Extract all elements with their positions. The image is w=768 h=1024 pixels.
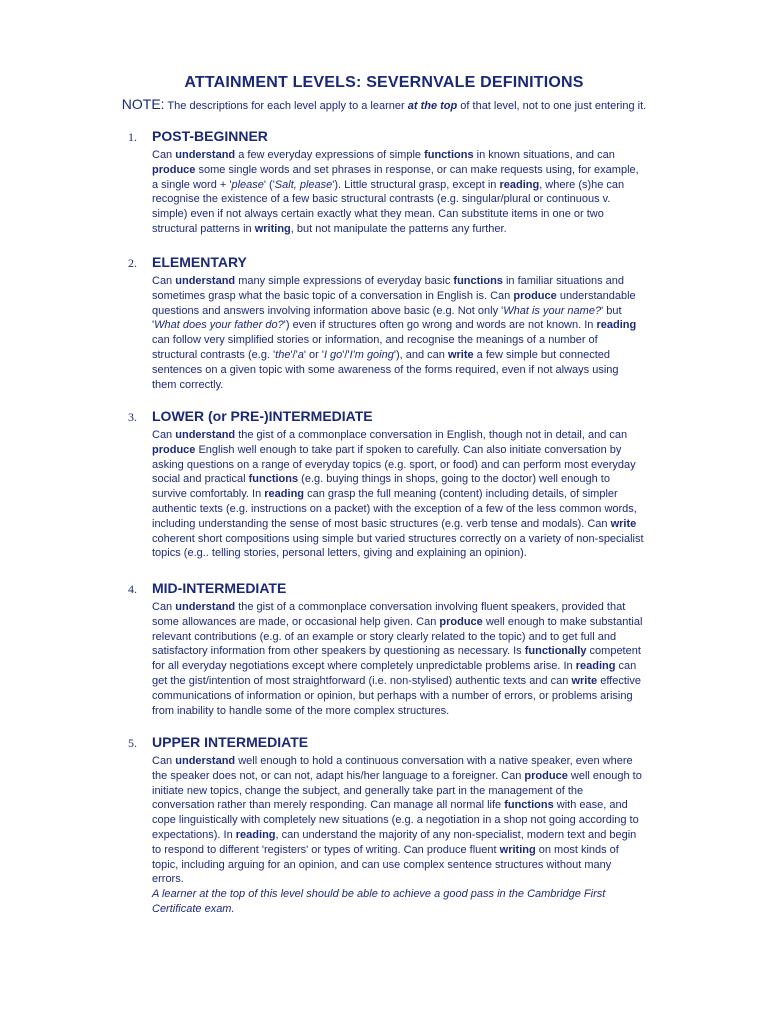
body-text: a few simple but connected bbox=[473, 349, 610, 361]
body-text: coherent short compositions using simple but varied structures correctly on a variety of non-specialist bbox=[152, 532, 644, 545]
description-line bbox=[152, 148, 615, 162]
description-line bbox=[152, 784, 583, 798]
description-line bbox=[152, 872, 184, 886]
body-text: asking questions on a range of everyday topics (e.g. sport, or food) and can perform most everyday bbox=[152, 458, 636, 471]
description-line bbox=[152, 517, 636, 531]
document-title: ATTAINMENT LEVELS: SEVERNVALE DEFINITIONS bbox=[184, 74, 584, 91]
description-line bbox=[152, 689, 633, 703]
description-line bbox=[152, 828, 636, 842]
keyword-text: understand bbox=[175, 429, 236, 441]
body-text: sentences on a given topic with some awareness of the forms required, even if not always using bbox=[152, 363, 619, 376]
description-line bbox=[152, 222, 507, 236]
description-line bbox=[152, 813, 639, 827]
keyword-text: produce bbox=[152, 443, 196, 456]
body-text: relevant contributions (e.g. of an example or story clearly related to the topic) and to get full and bbox=[152, 630, 617, 643]
keyword-text: reading bbox=[499, 178, 540, 191]
description-line bbox=[152, 674, 641, 688]
note-text-after: of that level, not to one just entering it. bbox=[457, 100, 647, 112]
description-line bbox=[152, 754, 633, 768]
level-heading: POST-BEGINNER bbox=[152, 128, 268, 144]
body-text: topic, including arguing for an opinion, and can use complex sentence structures without many bbox=[152, 858, 612, 871]
description-line bbox=[152, 769, 642, 783]
description-line bbox=[152, 487, 618, 501]
level-number: 5. bbox=[128, 736, 137, 750]
description-line bbox=[152, 644, 641, 658]
italic-text: I go bbox=[323, 349, 343, 361]
body-text: ' or ' bbox=[303, 349, 324, 361]
keyword-text: reading bbox=[235, 829, 276, 841]
body-text: a single word + ' bbox=[152, 178, 232, 191]
description-line bbox=[152, 472, 610, 486]
keyword-text: functions bbox=[424, 149, 474, 161]
body-text: '). Little structural grasp, except in bbox=[332, 178, 500, 191]
description-line bbox=[152, 502, 637, 516]
keyword-text: reading bbox=[264, 488, 305, 501]
italic-text: the bbox=[275, 349, 291, 361]
keyword-text: write bbox=[447, 349, 474, 361]
body-text: get the gist/intention of most straightforward (i.e. non-stylised) authentic texts and can bbox=[152, 675, 572, 687]
body-text: well enough to make substantial bbox=[482, 615, 643, 628]
level-heading: ELEMENTARY bbox=[152, 254, 247, 270]
body-text: Can bbox=[152, 429, 176, 441]
keyword-text: produce bbox=[152, 163, 196, 176]
description-line bbox=[152, 333, 598, 347]
body-text: in familiar situations and bbox=[502, 275, 624, 287]
keyword-text: functions bbox=[504, 799, 554, 812]
body-text: , where (s)he can bbox=[539, 178, 625, 191]
body-text: questions and answers involving information above basic (e.g. Not only ' bbox=[152, 304, 504, 317]
body-text: ' but bbox=[601, 304, 622, 317]
description-line bbox=[152, 363, 619, 377]
description-line bbox=[152, 887, 605, 901]
description-line bbox=[152, 615, 642, 629]
description-line bbox=[152, 192, 610, 206]
body-text: ') even if structures often go wrong and words are not known. In bbox=[283, 319, 597, 332]
keyword-text: understand bbox=[175, 275, 236, 287]
keyword-text: functions bbox=[248, 473, 299, 486]
keyword-text: understand bbox=[175, 149, 236, 161]
description-line bbox=[152, 304, 622, 318]
keyword-text: functions bbox=[453, 275, 503, 287]
description-line bbox=[152, 843, 619, 857]
keyword-text: writing bbox=[499, 843, 536, 856]
keyword-text: understand bbox=[175, 755, 236, 767]
level-heading: UPPER INTERMEDIATE bbox=[152, 734, 309, 750]
body-text: cope linguistically with completely new situations (e.g. a negotiation in a shop not going according to bbox=[152, 814, 639, 827]
body-text: some single words and set phrases in response, or can make requests using, for example, bbox=[195, 163, 639, 176]
body-text: authentic texts (e.g. instructions on a packet) with the exception of a few of the less common words, bbox=[152, 503, 637, 515]
level-heading: LOWER (or PRE-)INTERMEDIATE bbox=[152, 408, 373, 424]
body-text: can bbox=[615, 660, 637, 673]
note-label: NOTE: bbox=[121, 96, 165, 112]
description-line bbox=[152, 600, 625, 614]
description-line bbox=[152, 659, 636, 673]
body-text: '/' bbox=[342, 349, 350, 361]
description-line bbox=[152, 858, 611, 872]
body-text: the gist of a commonplace conversation in English, though not in detail, and can bbox=[235, 429, 628, 441]
italic-text: Certificate exam. bbox=[152, 903, 235, 915]
body-text: structural contrasts (e.g. ' bbox=[152, 349, 276, 361]
keyword-text: write bbox=[571, 675, 598, 687]
body-text: the gist of a commonplace conversation involving fluent speakers, provided that bbox=[235, 601, 626, 613]
body-text: with ease, and bbox=[553, 799, 628, 812]
keyword-text: produce bbox=[524, 769, 568, 782]
keyword-text: write bbox=[610, 517, 637, 530]
description-line bbox=[152, 704, 449, 718]
keyword-text: produce bbox=[439, 615, 483, 628]
level-number: 2. bbox=[128, 256, 137, 270]
level-heading: MID-INTERMEDIATE bbox=[152, 580, 287, 596]
note-line bbox=[0, 96, 768, 112]
body-text: initiate new topics, change the subject, and generally take part in the management of the bbox=[152, 784, 584, 797]
description-line bbox=[152, 630, 616, 644]
body-text: survive comfortably. In bbox=[152, 488, 265, 501]
note-text-before: The descriptions for each level apply to a learner bbox=[164, 100, 408, 112]
description-line bbox=[152, 289, 636, 303]
level-number: 3. bbox=[128, 410, 137, 424]
body-text: can follow very simplified stories or information, and recognise the meanings of a number of bbox=[152, 334, 598, 347]
body-text: competent bbox=[586, 645, 641, 658]
body-text: simple) even if not always certain exactly what they mean. Can substitute items in one or two bbox=[152, 208, 604, 221]
description-line bbox=[152, 348, 610, 362]
body-text: (e.g. buying things in shops, going to the doctor) well enough to bbox=[298, 473, 610, 486]
description-line bbox=[152, 546, 527, 560]
italic-text: please bbox=[231, 178, 264, 191]
body-text: Can bbox=[152, 755, 176, 767]
body-text: English well enough to take part if spoken to carefully. Can also initiate conversation by bbox=[195, 443, 622, 456]
description-line bbox=[152, 207, 604, 221]
italic-text: Salt, please bbox=[274, 178, 333, 191]
body-text: ' (' bbox=[263, 178, 275, 191]
description-line bbox=[152, 798, 628, 812]
description-line bbox=[152, 274, 624, 288]
description-line bbox=[152, 378, 223, 392]
body-text: recognise the existence of a few basic structural contrasts (e.g. singular/plural or continuous v. bbox=[152, 193, 611, 206]
body-text: effective bbox=[597, 675, 641, 687]
italic-text: What is your name? bbox=[503, 304, 602, 317]
keyword-text: understand bbox=[175, 601, 236, 613]
body-text: for all everyday negotiations except where completely unpredictable problems arise. In bbox=[152, 660, 576, 673]
body-text: understandable bbox=[556, 289, 636, 302]
italic-text: I'm going bbox=[349, 349, 394, 361]
body-text: some allowances are made, or occasional help given. Can bbox=[152, 615, 440, 628]
body-text: the speaker does not, or can not, adapt his/her language to a foreigner. Can bbox=[152, 769, 525, 782]
description-line bbox=[152, 318, 636, 332]
body-text: social and practical bbox=[152, 473, 249, 486]
body-text: well enough to bbox=[567, 769, 642, 782]
body-text: Can bbox=[152, 601, 176, 613]
body-text: , can understand the majority of any non-specialist, modern text and begin bbox=[275, 829, 637, 841]
body-text: ' bbox=[152, 319, 155, 332]
body-text: in known situations, and can bbox=[473, 149, 615, 161]
description-line bbox=[152, 163, 639, 177]
italic-text: a bbox=[297, 349, 304, 361]
body-text: topics (e.g.. telling stories, personal letters, giving and explaining an opinion). bbox=[152, 547, 527, 560]
body-text: satisfactory information from other speakers by questioning as necessary. Is bbox=[152, 645, 525, 658]
body-text: Can bbox=[152, 275, 176, 287]
body-text: to respond to different 'registers' or types of writing. Can produce fluent bbox=[152, 843, 500, 856]
body-text: expectations). In bbox=[152, 829, 236, 841]
level-number: 1. bbox=[128, 130, 137, 144]
keyword-text: functionally bbox=[524, 645, 587, 658]
body-text: errors. bbox=[152, 873, 184, 886]
keyword-text: reading bbox=[596, 319, 637, 332]
body-text: sometimes grasp what the basic topic of a conversation in English is. Can bbox=[152, 289, 514, 302]
italic-text: What does your father do? bbox=[154, 319, 284, 332]
body-text: communications of information or opinion, but perhaps with a number of errors, or problems arising bbox=[152, 689, 633, 702]
description-line bbox=[152, 458, 636, 472]
body-text: structural patterns in bbox=[152, 223, 255, 235]
body-text: a few everyday expressions of simple bbox=[235, 149, 425, 161]
body-text: can grasp the full meaning (content) including details, of simpler bbox=[304, 488, 618, 501]
keyword-text: reading bbox=[575, 660, 616, 673]
body-text: from inability to handle some of the more complex structures. bbox=[152, 704, 450, 717]
note-emphasis: at the top bbox=[407, 100, 458, 112]
body-text: them correctly. bbox=[152, 378, 224, 391]
description-line bbox=[152, 178, 624, 192]
body-text: '), and can bbox=[393, 349, 448, 361]
body-text: on most kinds of bbox=[535, 843, 619, 856]
description-line bbox=[152, 902, 235, 916]
description-line bbox=[152, 443, 621, 457]
body-text: many simple expressions of everyday basic bbox=[235, 275, 454, 287]
body-text: '/' bbox=[290, 349, 298, 361]
description-line bbox=[152, 428, 627, 442]
description-line bbox=[152, 532, 644, 546]
body-text: conversation rather than merely responding. Can manage all normal life bbox=[152, 799, 505, 812]
body-text: , but not manipulate the patterns any further. bbox=[290, 223, 507, 235]
body-text: including understanding the sense of most basic structures (e.g. verb tense and modals). Can bbox=[152, 517, 611, 530]
body-text: well enough to hold a continuous conversation with a native speaker, even where bbox=[235, 755, 633, 767]
keyword-text: produce bbox=[513, 289, 557, 302]
body-text: Can bbox=[152, 149, 176, 161]
italic-text: A learner at the top of this level should be able to achieve a good pass in the Cambridge First bbox=[152, 888, 606, 901]
level-number: 4. bbox=[128, 582, 137, 596]
keyword-text: writing bbox=[254, 223, 291, 235]
